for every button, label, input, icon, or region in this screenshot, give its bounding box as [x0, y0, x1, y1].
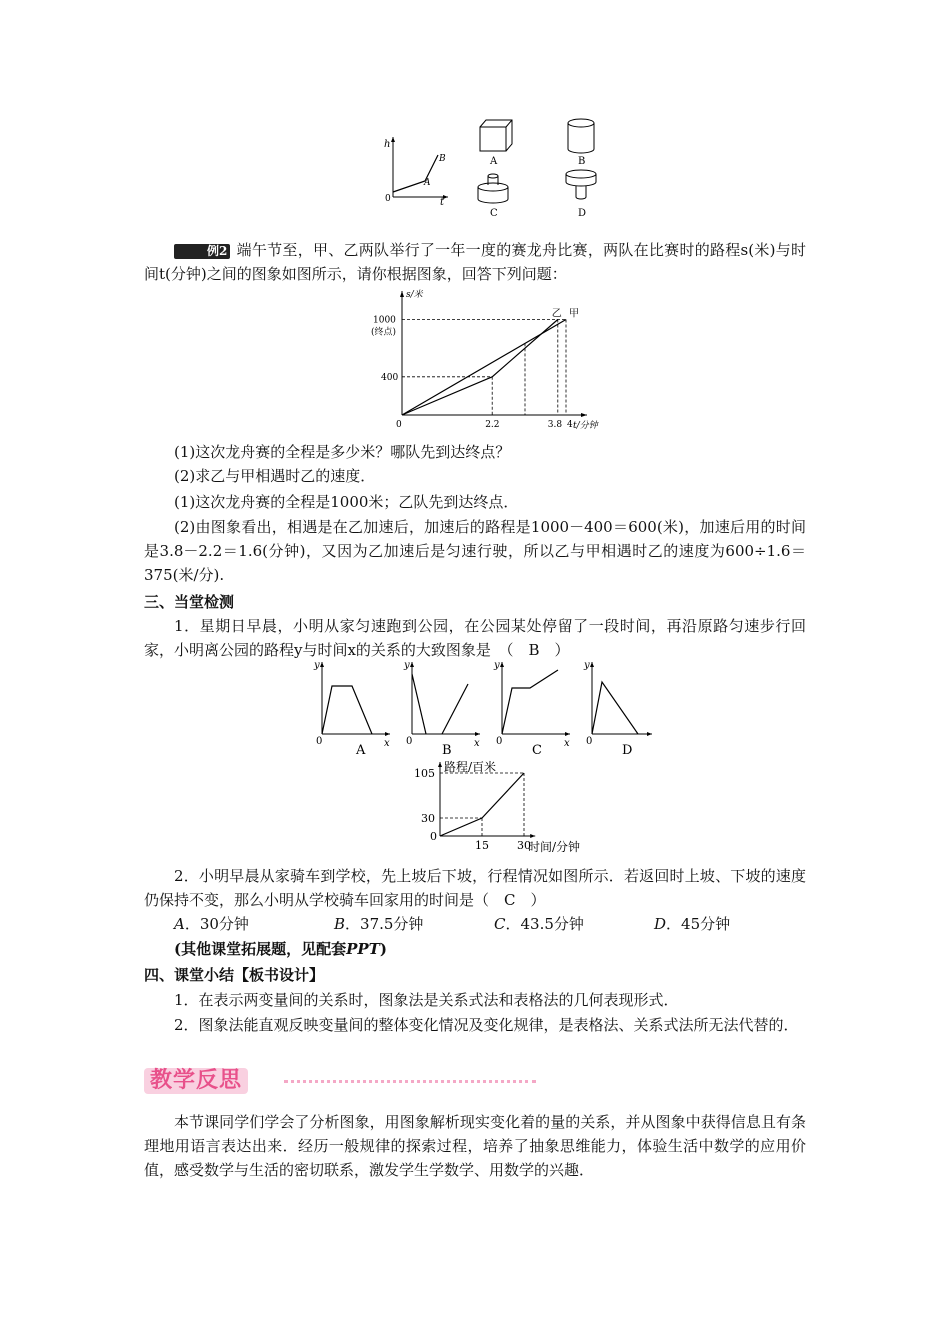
y-tick-400: 400 — [381, 372, 399, 383]
svg-text:y: y — [314, 660, 320, 671]
x-tick-4: 4 — [567, 420, 573, 430]
stacked-cylinder-small-top — [478, 174, 508, 203]
q2-choices — [174, 912, 814, 936]
summary-item-2: 2．图象法能直观反映变量间的整体变化情况及变化规律，是表格法、关系式法所无法代替的． — [174, 1016, 799, 1034]
reflection-banner — [144, 1068, 536, 1096]
shape-label-c: C — [490, 208, 498, 219]
example2-answer-2: (2)由图象看出，相遇是在乙加速后，加速后的路程是1000－400＝600(米)，加速后用的时间是3.8－2.2＝1.6(分钟)，又因为乙加速后是匀速行驶，所以乙与甲相遇时乙的速度为600÷1.6＝375(米/分). — [144, 518, 806, 584]
h-axis-label: h — [384, 139, 391, 150]
choice-a[interactable]: A．30分钟 — [174, 915, 249, 933]
origin-label: 0 — [385, 194, 391, 204]
svg-text:0: 0 — [316, 736, 323, 747]
point-a-label: A — [424, 178, 431, 188]
h-t-graph — [384, 137, 448, 208]
x-axis-arrow — [530, 834, 535, 838]
q1-text: 1．星期日早晨，小明从家匀速跑到公园，在公园某处停留了一段时间，再沿原路匀速步行回家，小明离公园的路程y与时间x的关系的大致图象是 （ B ） — [144, 617, 806, 659]
x-axis-label: t/分钟 — [573, 421, 598, 431]
y-tick-30: 30 — [421, 812, 435, 825]
example2-question-2: (2)求乙与甲相遇时乙的速度． — [174, 467, 376, 485]
q1-graph-options — [312, 656, 633, 758]
y-tick-105: 105 — [414, 767, 435, 780]
reflection-title: 教学反思 — [144, 1068, 248, 1094]
graph-option-d — [583, 660, 652, 758]
x-tick-30: 30 — [517, 839, 531, 852]
point-b-label: B — [439, 154, 446, 164]
graph-label-b: B — [442, 743, 452, 758]
extension-note: (其他课堂拓展题，见配套PPT) — [174, 940, 387, 958]
graph-option-a — [313, 660, 390, 758]
svg-text:0: 0 — [586, 736, 593, 747]
svg-text:y: y — [494, 660, 500, 671]
t-axis-label: t — [440, 197, 445, 208]
choice-c[interactable]: C．43.5分钟 — [494, 915, 584, 933]
x-tick-3-8: 3.8 — [547, 420, 563, 430]
series-line-2 — [402, 320, 558, 416]
svg-text:0: 0 — [496, 736, 503, 747]
shape-label-d: D — [578, 208, 587, 219]
svg-text:0: 0 — [406, 736, 413, 747]
summary-item-1: 1．在表示两变量间的关系时，图象法是关系式法和表格法的几何表现形式． — [174, 991, 679, 1009]
y-axis-label: 路程/百米 — [444, 760, 497, 774]
dragon-boat-chart — [365, 285, 620, 433]
origin-label: 0 — [396, 420, 402, 430]
svg-text:x: x — [384, 738, 390, 749]
q1-answer: （ B ） — [505, 641, 570, 659]
x-axis-arrow — [581, 413, 587, 417]
svg-text:y: y — [584, 660, 590, 671]
x-tick-15: 15 — [475, 839, 489, 852]
x-axis-label: 时间/分钟 — [528, 840, 581, 854]
y-tick-1000: 1000 — [373, 315, 396, 326]
banner-dotted-line — [284, 1080, 536, 1083]
example2-answer-1: (1)这次龙舟赛的全程是1000米；乙队先到达终点． — [174, 493, 519, 511]
series-label-yi: 乙 — [551, 308, 562, 320]
reflection-text: 本节课同学们学会了分析图象，用图象解析现实变化着的量的关系，并从图象中获得信息且有条理地用语言表达出来．经历一般规律的探索过程，培养了抽象思维能力，体验生活中数学的应用价值，感受数学与生活的密切联系，激发学生学数学、用数学的兴趣． — [144, 1113, 806, 1179]
section3-heading: 三、当堂检测 — [144, 593, 235, 611]
example2-intro: 例2 端午节至，甲、乙两队举行了一年一度的赛龙舟比赛，两队在比赛时的路程s(米)与时间t(分钟)之间的图象如图所示，请你根据图象，回答下列问题： — [144, 241, 806, 283]
example-badge: 例2 — [174, 244, 230, 259]
stacked-cylinder-wide-top — [566, 170, 596, 199]
shape-label-a: A — [490, 156, 498, 167]
q2-text: 2．小明早晨从家骑车到学校，先上坡后下坡，行程情况如图所示．若返回时上坡、下坡的速度仍保持不变，那么小明从学校骑车回家用的时间是（ C ） — [144, 867, 806, 909]
bike-trip-chart — [410, 758, 580, 858]
svg-text:x: x — [474, 738, 480, 749]
graph-option-b — [403, 660, 480, 758]
container-shapes-figure — [380, 115, 610, 225]
svg-text:x: x — [564, 738, 570, 749]
y-axis-arrow — [400, 291, 404, 297]
cylinder-shape — [568, 119, 594, 153]
graph-option-c — [493, 660, 570, 758]
choice-b[interactable]: B．37.5分钟 — [334, 915, 424, 933]
y-axis-label: s/米 — [406, 290, 423, 300]
example2-question-1: (1)这次龙舟赛的全程是多少米？哪队先到达终点？ — [174, 443, 511, 461]
choice-d[interactable]: D．45分钟 — [654, 915, 731, 933]
shape-label-b: B — [578, 156, 586, 167]
y-axis-arrow — [438, 762, 442, 767]
cube-shape — [480, 120, 512, 151]
section4-heading: 四、课堂小结【板书设计】 — [144, 966, 325, 984]
x-tick-2-2: 2.2 — [485, 420, 500, 430]
route-line — [440, 773, 524, 836]
graph-label-d: D — [622, 743, 633, 758]
svg-text:y: y — [404, 660, 410, 671]
y-tick-end-label: (终点) — [371, 327, 397, 338]
graph-label-a: A — [356, 743, 366, 758]
series-label-jia: 甲 — [569, 308, 579, 320]
origin-label: 0 — [430, 830, 437, 843]
h-t-line — [393, 155, 438, 192]
graph-label-c: C — [532, 743, 542, 758]
